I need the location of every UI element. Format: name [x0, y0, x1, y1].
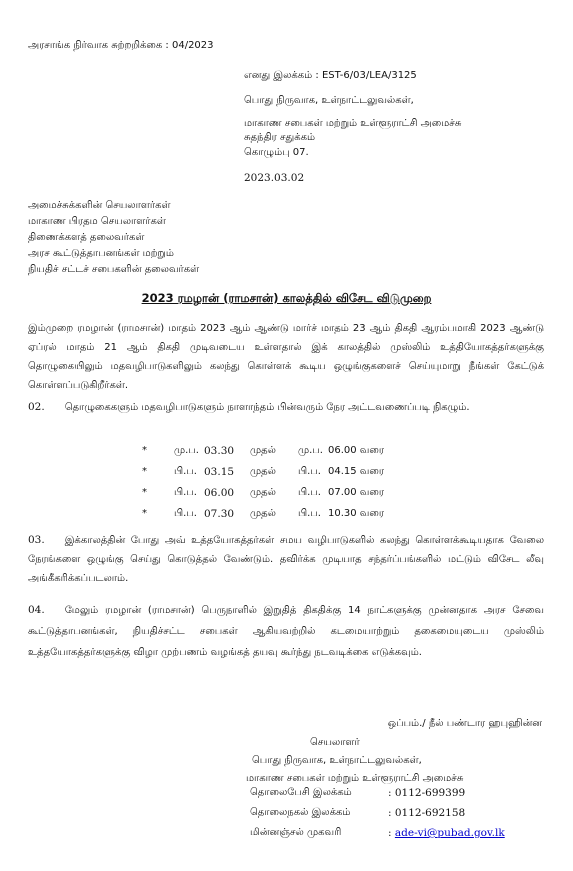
recipient-line: அரச கூட்டுத்தாபனங்கள் மற்றும்: [28, 248, 174, 259]
end-time: 06.00 வரை: [328, 445, 385, 456]
email-value: [388, 827, 505, 839]
start-period: மு.ப.: [174, 445, 199, 456]
fax-value: : 0112-692158: [388, 807, 466, 819]
paragraph-3: [28, 531, 544, 588]
from-word: முதல்: [250, 508, 276, 519]
signatory-ministry-line: பொது நிருவாக, உள்நாட்டலுவல்கள்,: [252, 755, 422, 766]
start-time: 03.30: [204, 445, 235, 457]
start-time: 06.00: [204, 487, 235, 499]
end-time: 04.15 வரை: [328, 466, 385, 477]
paragraph-text: மேலும் ரமழான் (ராமசான்) பெருநாளில் இறுதித் திகதிக்கு 14 நாட்களுக்கு முன்னதாக அரச சேவை கூட்டுத்தாபனங்கள், நியதிச்சட்ட சபைகள் ஆகியவற்றில் கடமையாற்றும் தகைமையுடைய முஸ்லிம் உத்தயோகத்தர்களுக்கு விழா முற்பணம் வழங்கத் தயவு கூர்ந்து நடவடிக்கை எடுக்கவும்.: [28, 605, 544, 658]
reference-number: எனது இலக்கம் : EST-6/03/LEA/3125: [244, 70, 417, 81]
issue-date: 2023.03.02: [244, 172, 305, 184]
end-period: பி.ப.: [298, 466, 321, 477]
ministry-address-line: கொழும்பு 07.: [244, 147, 309, 158]
paragraph-4: [28, 600, 544, 663]
bullet-marker: *: [142, 508, 147, 519]
start-time: 07.30: [204, 508, 235, 520]
paragraph-number: 02.: [28, 401, 45, 413]
ministry-address-line: மாகாண சபைகள் மற்றும் உள்ளூராட்சி அமைச்சு: [244, 118, 462, 129]
end-period: பி.ப.: [298, 508, 321, 519]
end-period: பி.ப.: [298, 487, 321, 498]
paragraph-text: தொழுகைகளும் மதவழிபாடுகளும் நாளாந்தம் பின்வரும் நேர அட்டவணைப்படி நிகழும்.: [64, 402, 470, 413]
bullet-marker: *: [142, 487, 147, 498]
recipient-line: நியதிச் சட்டச் சபைகளின் தலைவர்கள்: [28, 264, 200, 275]
signatory-ministry-line: மாகாண சபைகள் மற்றும் உள்ளூராட்சி அமைச்சு: [246, 773, 464, 784]
paragraph-number: 04.: [28, 604, 45, 616]
ministry-address-line: சுதந்திர சதுக்கம்: [244, 132, 316, 143]
recipient-line: அமைச்சுக்களின் செயலாளர்கள்: [28, 200, 171, 211]
recipient-line: மாகாண பிரதம செயலாளர்கள்: [28, 216, 166, 227]
from-word: முதல்: [250, 445, 276, 456]
recipient-line: திணைக்களத் தலைவர்கள்: [28, 232, 145, 243]
start-period: பி.ப.: [174, 487, 197, 498]
email-link[interactable]: ade-vi@pubad.gov.lk: [394, 827, 505, 839]
document-title: 2023 ரமழான் (ராமசான்) காலத்தில் விசேட விடுமுறை: [141, 291, 432, 305]
end-period: மு.ப.: [298, 445, 323, 456]
paragraph-number: 03.: [28, 534, 45, 546]
email-label: மின்னஞ்சல் முகவரி: [250, 827, 342, 838]
start-period: பி.ப.: [174, 508, 197, 519]
from-word: முதல்: [250, 487, 276, 498]
signatory-name: ஒப்பம்./ நீல் பண்டார ஹபுஹின்ன: [387, 718, 542, 729]
start-period: பி.ப.: [174, 466, 197, 477]
paragraph-2: [28, 398, 544, 417]
phone-label: தொலைபேசி இலக்கம்: [250, 787, 352, 798]
email-prefix: :: [388, 827, 395, 839]
paragraph-1: இம்முறை ரமழான் (ராமசான்) மாதம் 2023 ஆம் ஆண்டு மார்ச் மாதம் 23 ஆம் திகதி ஆரம்பமாகி 2023 ஆண்டு ஏப்ரல் மாதம் 21 ஆம் திகதி முடிவடைய உள்ளதால் இக் காலத்தில் முஸ்லிம் உத்தியோகத்தர்களுக்கு தொழுகையிலும் மதவழிபாடுகளிலும் கலந்து கொள்ளக் கூடிய ஒழுங்குகளைச் செய்யுமாறு நீங்கள் கேட்டுக் கொள்ளப்படுகிறீர்கள்.: [28, 323, 544, 391]
from-word: முதல்: [250, 466, 276, 477]
fax-label: தொலைநகல் இலக்கம்: [250, 807, 351, 818]
end-time: 07.00 வரை: [328, 487, 385, 498]
paragraph-text: இக்காலத்தின் போது அவ் உத்தயோகத்தர்கள் சமய வழிபாடுகளில் கலந்து கொள்ளக்கூடியதாக வேலை நேரங்களை ஒழுங்கு செய்து கொடுத்தல் வேண்டும். தவிர்க்க முடியாத சந்தர்ப்பங்களில் மட்டும் விசேட லீவு அங்கீகரிக்கப்படலாம்.: [28, 535, 544, 584]
bullet-marker: *: [142, 466, 147, 477]
ministry-address-line: பொது நிருவாக, உள்நாட்டலுவல்கள்,: [244, 95, 414, 106]
end-time: 10.30 வரை: [328, 508, 385, 519]
bullet-marker: *: [142, 445, 147, 456]
start-time: 03.15: [204, 466, 235, 478]
signatory-title: செயலாளர்: [310, 737, 360, 748]
circular-number: அரசாங்க நிர்வாக சுற்றறிக்கை : 04/2023: [28, 40, 214, 51]
phone-value: : 0112-699399: [388, 787, 466, 799]
